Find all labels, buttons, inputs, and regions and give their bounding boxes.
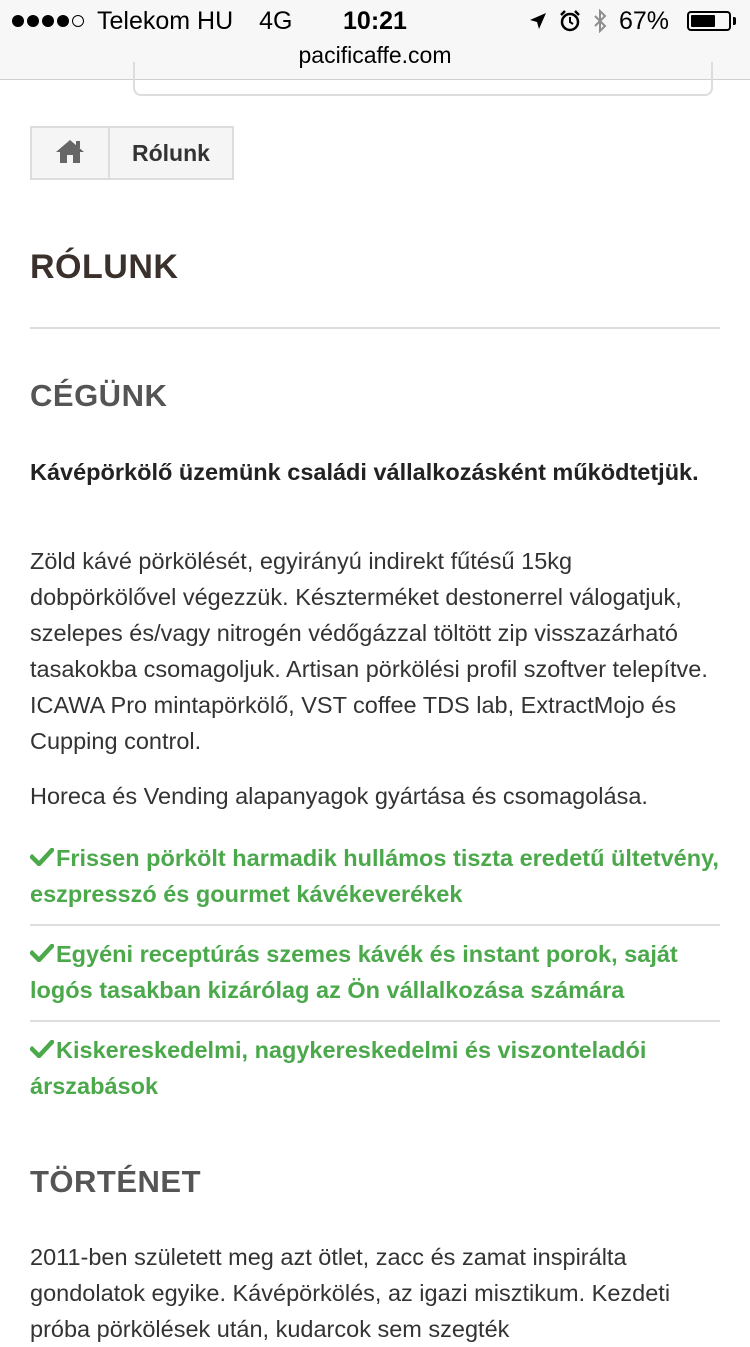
feature-text: Kiskereskedelmi, nagykereskedelmi és viszonteladói árszabások bbox=[30, 1037, 647, 1099]
breadcrumb-current: Rólunk bbox=[132, 140, 210, 166]
company-paragraph-2: Horeca és Vending alapanyagok gyártása és csomagolása. bbox=[30, 783, 648, 809]
list-item bbox=[30, 926, 720, 1022]
search-box[interactable] bbox=[133, 62, 713, 96]
clock: 10:21 bbox=[343, 7, 407, 35]
section-heading-history: TÖRTÉNET bbox=[30, 1164, 202, 1199]
company-lead: Kávépörkölő üzemünk családi vállalkozásként működtetjük. bbox=[30, 459, 699, 485]
battery-percentage: 67% bbox=[618, 6, 669, 35]
breadcrumb-home[interactable] bbox=[32, 128, 110, 178]
breadcrumb bbox=[30, 126, 234, 180]
network-type: 4G bbox=[259, 6, 293, 35]
address-bar-url[interactable]: pacificaffe.com bbox=[298, 42, 452, 68]
section-heading-company: CÉGÜNK bbox=[30, 378, 168, 413]
page-title: RÓLUNK bbox=[30, 248, 179, 286]
location-arrow-icon bbox=[529, 12, 547, 30]
company-paragraph-1: Zöld kávé pörkölését, egyirányú indirekt fűtésű 15kg dobpörkölővel végezzük. Készterméket destonerrel válogatjuk, szelepes és/vagy nitrogén védőgázzal töltött zip visszazárható tasakokba csomagoljuk. Artisan pörkölési profil szoftver telepítve. ICAWA Pro mintapörkölő, VST coffee TDS lab, ExtractMojo és Cupping control. bbox=[30, 548, 708, 754]
checkmark-icon bbox=[30, 1032, 54, 1068]
list-item bbox=[30, 1022, 720, 1116]
history-paragraph: 2011-ben született meg azt ötlet, zacc és zamat inspirálta gondolatok egyike. Kávépörkölés, az igazi misztikum. Kezdeti próba pörkölések után, kudarcok sem szegték bbox=[30, 1244, 671, 1342]
battery-icon bbox=[681, 11, 736, 31]
divider bbox=[30, 327, 720, 329]
checkmark-icon bbox=[30, 840, 54, 876]
alarm-clock-icon bbox=[559, 10, 581, 32]
feature-list bbox=[30, 838, 720, 1116]
bluetooth-icon bbox=[593, 9, 607, 33]
checkmark-icon bbox=[30, 936, 54, 972]
list-item bbox=[30, 838, 720, 926]
home-icon bbox=[55, 138, 85, 169]
feature-text: Egyéni receptúrás szemes kávék és instant porok, saját logós tasakban kizárólag az Ön vállalkozása számára bbox=[30, 941, 678, 1003]
carrier-name: Telekom HU bbox=[97, 6, 234, 35]
feature-text: Frissen pörkölt harmadik hullámos tiszta eredetű ültetvény, eszpresszó és gourmet kávékeverékek bbox=[30, 845, 719, 907]
